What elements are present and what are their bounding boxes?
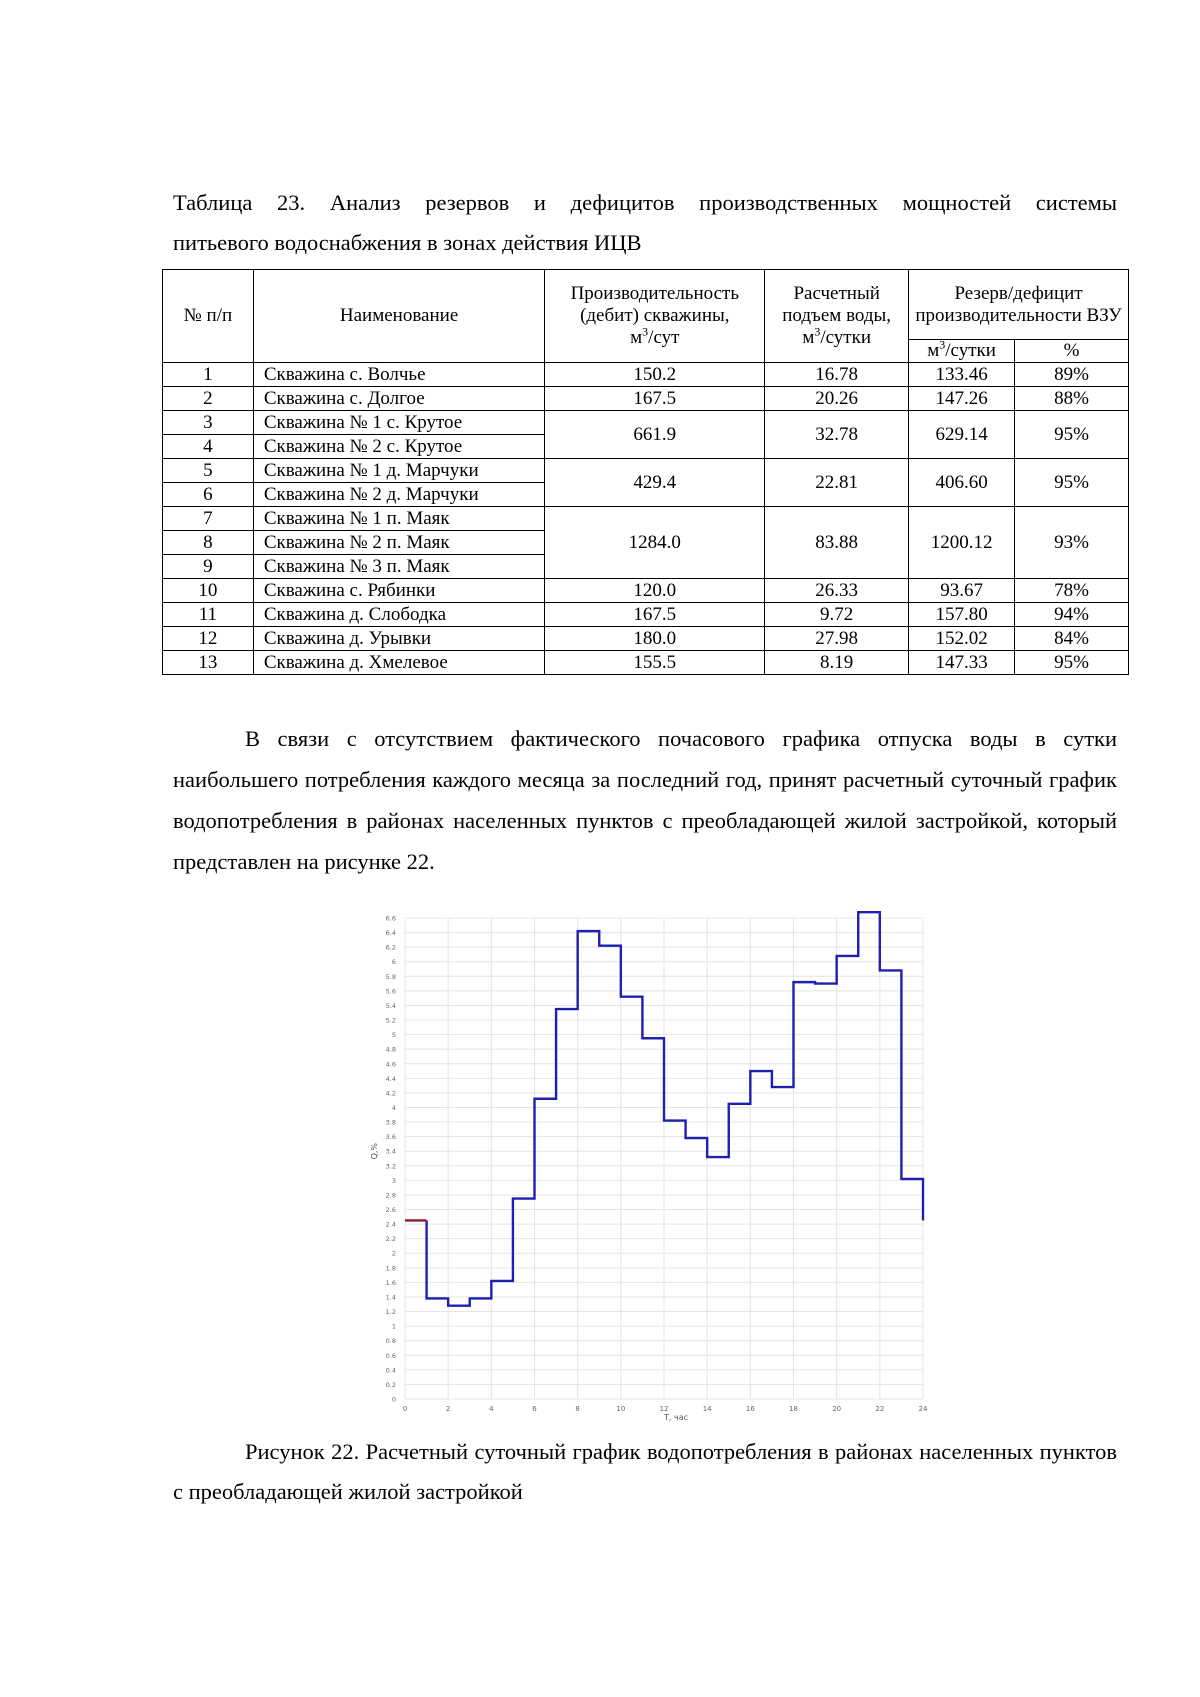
cell-name: Скважина № 2 с. Крутое [253, 435, 545, 459]
header-name: Наименование [253, 270, 545, 363]
cell-num: 9 [163, 555, 254, 579]
cell-lift: 83.88 [765, 507, 909, 579]
cell-name: Скважина с. Долгое [253, 387, 545, 411]
cell-reserve: 147.33 [909, 651, 1015, 675]
cell-productivity: 167.5 [545, 387, 765, 411]
cell-lift: 9.72 [765, 603, 909, 627]
y-tick-label: 6.6 [385, 914, 396, 923]
cell-name: Скважина № 3 п. Маяк [253, 555, 545, 579]
y-tick-label: 5.4 [385, 1001, 396, 1010]
y-axis-label: Q,% [370, 1142, 379, 1160]
x-tick-label: 6 [532, 1405, 537, 1413]
cell-num: 6 [163, 483, 254, 507]
y-tick-label: 6.4 [385, 929, 396, 938]
y-tick-label: 1.4 [385, 1293, 396, 1302]
y-tick-label: 2.8 [385, 1191, 396, 1200]
cell-num: 11 [163, 603, 254, 627]
cell-reserve: 406.60 [909, 459, 1015, 507]
cell-name: Скважина д. Слободка [253, 603, 545, 627]
reserves-table [162, 269, 1129, 675]
cell-lift: 22.81 [765, 459, 909, 507]
x-axis-label: Т, час [664, 1413, 688, 1422]
cell-name: Скважина с. Рябинки [253, 579, 545, 603]
y-tick-label: 5.2 [385, 1016, 396, 1025]
cell-num: 1 [163, 363, 254, 387]
y-tick-label: 0 [391, 1395, 396, 1404]
x-tick-label: 22 [875, 1405, 885, 1413]
cell-num: 4 [163, 435, 254, 459]
x-tick-label: 4 [489, 1405, 494, 1413]
header-lift: Расчетный подъем воды, $м^3$/сутки [765, 270, 909, 363]
x-tick-label: 10 [616, 1405, 626, 1413]
cell-lift: 27.98 [765, 627, 909, 651]
y-tick-label: 3.4 [385, 1147, 396, 1156]
table-row [163, 627, 1129, 651]
y-tick-label: 4.2 [385, 1089, 396, 1098]
x-tick-label: 14 [702, 1405, 712, 1413]
cell-reserve: 629.14 [909, 411, 1015, 459]
cell-num: 5 [163, 459, 254, 483]
y-tick-label: 4.8 [385, 1045, 396, 1054]
header-reserve-volume: $м^3$/сутки [909, 340, 1015, 363]
y-tick-label: 4.4 [385, 1074, 396, 1083]
cell-percent: 94% [1015, 603, 1129, 627]
cell-productivity: 150.2 [545, 363, 765, 387]
y-tick-label: 0.2 [385, 1380, 396, 1389]
x-tick-label: 0 [402, 1405, 408, 1413]
series-line [427, 912, 923, 1306]
header-num: № п/п [163, 270, 254, 363]
x-tick-label: 12 [659, 1405, 669, 1413]
cell-reserve: 133.46 [909, 363, 1015, 387]
cell-reserve: 157.80 [909, 603, 1015, 627]
y-tick-label: 5.6 [385, 987, 396, 996]
cell-percent: 89% [1015, 363, 1129, 387]
cell-percent: 95% [1015, 411, 1129, 459]
cell-productivity: 167.5 [545, 603, 765, 627]
cell-percent: 88% [1015, 387, 1129, 411]
y-tick-label: 2.2 [385, 1235, 396, 1244]
cell-num: 10 [163, 579, 254, 603]
y-tick-label: 3.6 [385, 1133, 396, 1142]
cell-reserve: 1200.12 [909, 507, 1015, 579]
y-tick-label: 2.4 [385, 1220, 396, 1229]
cell-productivity: 180.0 [545, 627, 765, 651]
y-tick-label: 2 [391, 1249, 396, 1258]
y-tick-label: 6 [391, 958, 396, 967]
cell-percent: 95% [1015, 651, 1129, 675]
cell-num: 13 [163, 651, 254, 675]
header-reserve: Резерв/дефицит производительности ВЗУ [909, 270, 1129, 340]
figure-caption: Рисунок 22. Расчетный суточный график водопотребления в районах населенных пунктов с преобладающей жилой застройкой [173, 1439, 1117, 1504]
header-reserve-percent: % [1015, 340, 1129, 363]
y-tick-label: 1.2 [385, 1308, 396, 1317]
y-tick-label: 1.8 [385, 1264, 396, 1273]
y-tick-label: 1.6 [385, 1278, 396, 1287]
table-row [163, 411, 1129, 435]
cell-percent: 78% [1015, 579, 1129, 603]
table-row [163, 579, 1129, 603]
y-tick-label: 0.4 [385, 1366, 396, 1375]
x-tick-label: 2 [445, 1405, 451, 1413]
cell-reserve: 152.02 [909, 627, 1015, 651]
cell-num: 8 [163, 531, 254, 555]
cell-name: Скважина с. Волчье [253, 363, 545, 387]
y-tick-label: 4.6 [385, 1060, 396, 1069]
x-tick-label: 8 [575, 1405, 580, 1413]
cell-num: 7 [163, 507, 254, 531]
table-header-row [163, 270, 1129, 340]
x-tick-label: 18 [789, 1405, 798, 1413]
y-tick-label: 5.8 [385, 972, 396, 981]
cell-lift: 20.26 [765, 387, 909, 411]
y-tick-label: 3.8 [385, 1118, 396, 1127]
y-tick-label: 0.6 [385, 1351, 396, 1360]
cell-name: Скважина № 2 п. Маяк [253, 531, 545, 555]
y-tick-label: 5 [391, 1031, 396, 1040]
cell-reserve: 147.26 [909, 387, 1015, 411]
cell-lift: 26.33 [765, 579, 909, 603]
cell-productivity: 155.5 [545, 651, 765, 675]
cell-lift: 8.19 [765, 651, 909, 675]
header-productivity: Производительность (дебит) скважины, $м^3$/сут [545, 270, 765, 363]
cell-name: Скважина № 1 п. Маяк [253, 507, 545, 531]
table-row [163, 387, 1129, 411]
x-tick-label: 20 [832, 1405, 842, 1413]
cell-num: 2 [163, 387, 254, 411]
cell-productivity: 120.0 [545, 579, 765, 603]
cell-productivity: 1284.0 [545, 507, 765, 579]
x-tick-label: 16 [745, 1405, 755, 1413]
table-row [163, 651, 1129, 675]
cell-name: Скважина д. Урывки [253, 627, 545, 651]
y-tick-label: 1 [391, 1322, 396, 1331]
y-tick-label: 3 [391, 1176, 396, 1185]
table-caption-line-2: питьевого водоснабжения в зонах действия ИЦВ [173, 230, 642, 255]
cell-percent: 84% [1015, 627, 1129, 651]
cell-reserve: 93.67 [909, 579, 1015, 603]
table-row [163, 459, 1129, 483]
cell-name: Скважина д. Хмелевое [253, 651, 545, 675]
cell-productivity: 661.9 [545, 411, 765, 459]
cell-percent: 93% [1015, 507, 1129, 579]
table-row [163, 363, 1129, 387]
cell-num: 12 [163, 627, 254, 651]
cell-name: Скважина № 1 с. Крутое [253, 411, 545, 435]
table-caption-line-1: Таблица 23. Анализ резервов и дефицитов производственных мощностей системы [173, 190, 1117, 215]
body-paragraph: В связи с отсутствием фактического почасового графика отпуска воды в сутки наибольшего потребления каждого месяца за последний год, принят расчетный суточный график водопотребления в районах населенных пунктов с преобладающей жилой застройкой, который представлен на рисунке 22. [173, 726, 1117, 874]
table-row [163, 603, 1129, 627]
y-tick-label: 4 [391, 1103, 396, 1112]
y-tick-label: 2.6 [385, 1206, 396, 1215]
y-tick-label: 0.8 [385, 1337, 396, 1346]
cell-percent: 95% [1015, 459, 1129, 507]
y-tick-label: 3.2 [385, 1162, 396, 1171]
cell-lift: 16.78 [765, 363, 909, 387]
cell-productivity: 429.4 [545, 459, 765, 507]
x-tick-label: 24 [918, 1405, 928, 1413]
cell-name: Скважина № 1 д. Марчуки [253, 459, 545, 483]
cell-name: Скважина № 2 д. Марчуки [253, 483, 545, 507]
cell-lift: 32.78 [765, 411, 909, 459]
y-tick-label: 6.2 [385, 943, 396, 952]
table-row [163, 507, 1129, 531]
water-consumption-chart [343, 906, 945, 1424]
cell-num: 3 [163, 411, 254, 435]
